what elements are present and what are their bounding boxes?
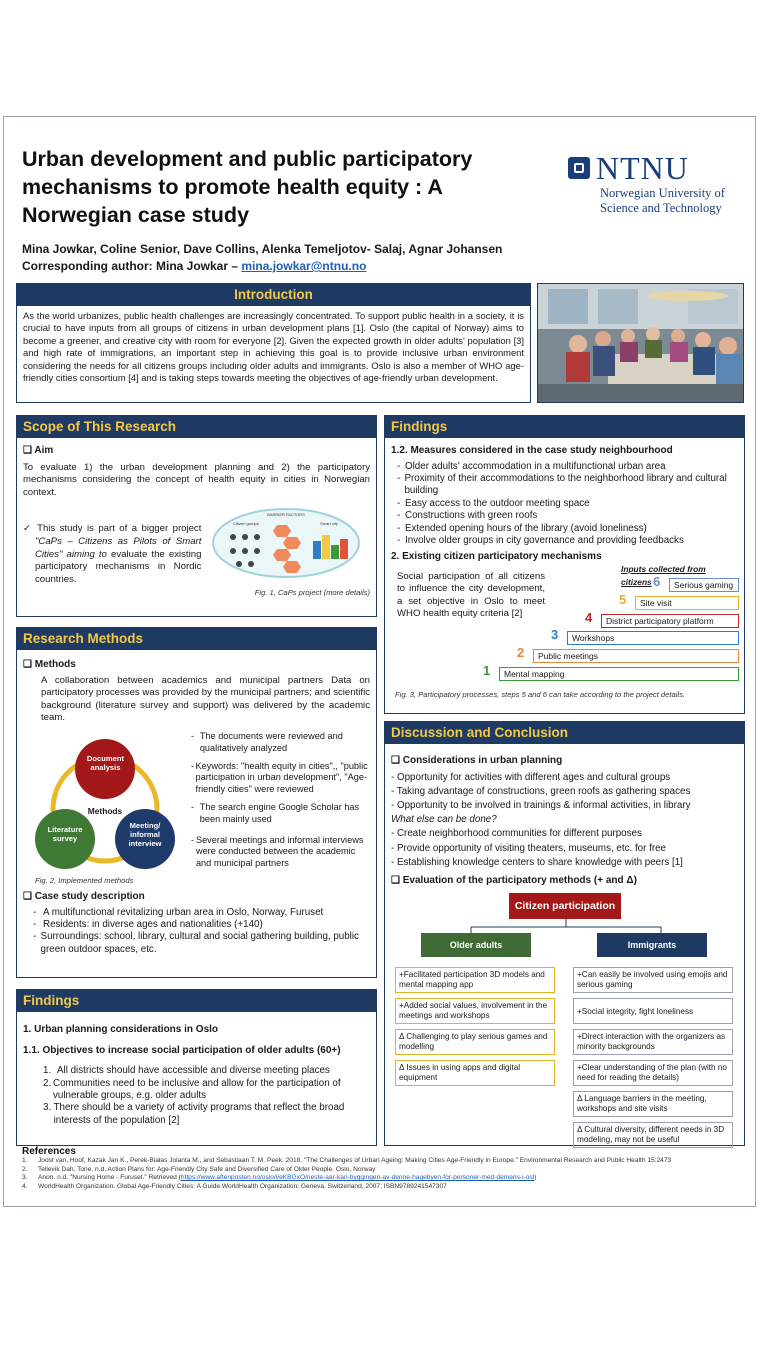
methods-label: ❑ Methods — [23, 659, 76, 670]
ntnu-logo-name: NTNU — [596, 150, 689, 186]
scope-fig-caption: Fig. 1, CaPs project (more details) — [254, 587, 370, 597]
measure-item: Older adults' accommodation in a multifunctional urban area — [405, 460, 666, 472]
aim-label: ❑ Aim — [23, 445, 54, 456]
immigrant-item: +Social integrity, fight loneliness — [573, 998, 733, 1024]
study-text-b: evaluate the existing participatory mechanisms in Nordic countries. — [35, 548, 202, 585]
scope-panel — [16, 415, 377, 617]
stairs-fig-caption: Fig. 3, Participatory processes, steps 5 and 6 can take according to the project details. — [395, 690, 685, 700]
study-text-em: "CaPs – Citizens as Pilots of Smart Cities" aiming to — [35, 535, 202, 560]
step-number: 1 — [483, 663, 491, 679]
findings-right-panel — [384, 415, 745, 714]
objectives-list: 1. All districts should have accessible and diverse meeting places 2. Communities need to be inclusive and allow for the participation of vulnerable groups, e.g. older adults 3. There should be a variety of activity programs that reflect the broad interests of the population [2] — [23, 1065, 370, 1127]
discussion-sub1: ❑ Considerations in urban planning — [391, 755, 563, 766]
objective-item: All districts should have accessible and diverse meeting places — [57, 1065, 330, 1077]
methods-cycle-diagram — [23, 729, 183, 879]
more-item: - Establishing knowledge centers to share knowledge with peers [1] — [391, 856, 683, 868]
methods-bullet: Several meetings and informal interviews were conducted between the academic and municipal partners — [195, 834, 364, 869]
step-number: 6 — [653, 574, 661, 590]
case-item: A multifunctional revitalizing urban area in Oslo, Norway, Furuset — [43, 906, 324, 918]
measure-item: Extended opening hours of the library (avoid loneliness) — [405, 522, 647, 534]
consideration-item: - Taking advantage of constructions, green roofs as gathering spaces — [391, 785, 691, 797]
methods-figure-area — [23, 729, 370, 889]
group-photo — [537, 283, 744, 403]
methods-center-label: Methods — [87, 805, 123, 816]
doc-analysis-label: Document analysis — [86, 753, 125, 772]
corresponding-email-link[interactable]: mina.jowkar@ntnu.no — [241, 259, 367, 273]
social-participation-text: Social participation of all citizens to influence the city development, a set objective in Oslo to meet WHO health equity criteria [2] — [397, 571, 545, 620]
author-list: Mina Jowkar, Coline Senior, Dave Collins, Alenka Temeljotov- Salaj, Agnar Johansen — [22, 242, 503, 256]
older-item: Δ Challenging to play serious games and modelling — [395, 1029, 555, 1055]
immigrant-item: +Clear understanding of the plan (with no need for reading the details) — [573, 1060, 733, 1086]
step-workshops: Workshops — [567, 631, 739, 645]
discussion-heading: Discussion and Conclusion — [385, 722, 744, 744]
older-adults-box: Older adults — [421, 933, 531, 957]
reference-item: 2. Tellevik Dah, Tone. n.d. Action Plans for: Age-Friendly City Safe and Diversified Care of Older People. Oslo, Norway — [22, 1165, 376, 1173]
findings-left-sub1: 1. Urban planning considerations in Oslo — [23, 1024, 219, 1035]
step-mental-mapping: Mental mapping — [499, 667, 739, 681]
step-district-platform: District participatory platform — [601, 614, 739, 628]
older-item: +Added social values, involvement in the meetings and workshops — [395, 998, 555, 1024]
meeting-label: Meeting/ informal interview — [128, 820, 162, 848]
findings-left-panel — [16, 989, 377, 1146]
methods-text: A collaboration between academics and municipal partners Data on participatory processes was provided by the municipal partners; and scientific background (literature survey and support) was delivered by the academic team. — [41, 674, 370, 724]
reference-item: 1. Joost van, Hoof, Kazak Jan K., Perek-Białas Jolanta M., and Sebastiaan T. M. Peek. 2018. "The Challenges of Urban Ageing: Making Cities Age-Friendly in Europe." Environmental Research and Public Health 15:2473 — [22, 1157, 672, 1165]
discussion-panel — [384, 721, 745, 1146]
methods-bullet: Keywords: "health equity in cities",, "public participation in urban development", "Age-friendly cities" were reviewed — [195, 760, 368, 795]
caps-label-barrier: BARRIER FACTORS — [267, 512, 306, 518]
step-serious-gaming: Serious gaming — [669, 578, 739, 592]
methods-panel — [16, 627, 377, 978]
immigrant-item: Δ Language barriers in the meeting, workshops and site visits — [573, 1091, 733, 1117]
discussion-sub2: ❑ Evaluation of the participatory methods (+ and Δ) — [391, 875, 637, 887]
case-item: Surroundings: school, library, cultural and social gathering building, public green outdoor spaces, etc. — [40, 931, 359, 955]
ntnu-logo-sub2: Science and Technology — [600, 201, 722, 215]
immigrants-box: Immigrants — [597, 933, 707, 957]
intro-text: As the world urbanizes, public health challenges are increasingly concentrated. To support public health in a society, it is crucial to have inputs from all groups of citizens in urban development plans [1]. Oslo (the capital of Norway) aims to become a greener, and creative city with room for everyone [2]. Given the expected growth in older adults' population [3] and high rate of immigrations, an important step in achieving this goal is to provide inclusive urban environment considering the needs for all citizens groups including older adults and immigrants. Oslo is also a member of WHO age-friendly cities consortium [4] and is taking steps towards meeting the objectives of age-friendly urban development. — [23, 310, 524, 384]
references-heading: References — [22, 1146, 76, 1157]
case-item: Residents: in diverse ages and nationalities (+140) — [43, 918, 263, 930]
step-public-meetings: Public meetings — [533, 649, 739, 663]
step-site-visit: Site visit — [635, 596, 739, 610]
more-item: - Create neighborhood communities for different purposes — [391, 828, 642, 840]
literature-label: Literature survey — [47, 824, 83, 843]
ntnu-logo-sub1: Norwegian University of — [600, 186, 725, 200]
methods-bullets: - The documents were reviewed and qualitatively analyzed - Keywords: "health equity in cities",, "public participation in urban development", "Age-friendly cities" were reviewed - The search engine Google Scholar has been mainly used - Several meetings and informal interviews were conducted between the academic and municipal partners — [191, 731, 371, 870]
methods-bullet: The search engine Google Scholar has been mainly used — [199, 801, 360, 824]
measure-item: Proximity of their accommodations to the neighborhood library and cultural building — [404, 473, 727, 497]
check-icon: ✓ — [23, 523, 33, 535]
objective-item: Communities need to be inclusive and allow for the participation of vulnerable groups, e.g. older adults — [53, 1077, 341, 1101]
study-note — [23, 507, 201, 599]
case-label: ❑ Case study description — [23, 890, 145, 902]
references — [22, 1148, 747, 1191]
study-text-a: This study is part of a bigger project — [37, 523, 202, 535]
objective-item: There should be a variety of activity programs that reflect the broad interests of the population [2] — [53, 1102, 345, 1126]
evaluation-diagram — [391, 891, 738, 1145]
ntnu-logo — [568, 152, 748, 216]
authors-block — [22, 241, 582, 275]
caps-label-citizen: Citizen groups — [233, 521, 260, 527]
step-number: 3 — [551, 627, 559, 643]
older-item: +Facilitated participation 3D models and mental mapping app — [395, 967, 555, 993]
older-item: Δ Issues in using apps and digital equipment — [395, 1060, 555, 1086]
intro-heading: Introduction — [17, 284, 530, 306]
caps-diagram — [211, 507, 361, 579]
measure-item: Easy access to the outdoor meeting space — [405, 497, 590, 509]
step-number: 2 — [517, 645, 525, 661]
what-else-question: What else can be done? — [391, 814, 497, 826]
findings-right-sub1: 1.2. Measures considered in the case study neighbourhood — [391, 445, 673, 456]
measure-item: Involve older groups in city governance and providing feedbacks — [405, 535, 684, 547]
methods-fig-caption: Fig. 2, Implemented methods — [35, 875, 134, 885]
caps-label-smart: Smart city — [320, 521, 339, 527]
methods-bullet: The documents were reviewed and qualitatively analyzed — [199, 730, 343, 753]
reference-link[interactable]: https://www.aftenposten.no/oslo/i/eKBGxO/neste-aar-kan-byggingen-av-denne-hagebyen-for-personer-med-demens-i-osl — [180, 1174, 535, 1182]
stairs-figure — [391, 564, 738, 702]
intro-panel — [16, 283, 531, 403]
findings-left-heading: Findings — [17, 990, 376, 1012]
inputs-label: Inputs collected from citizens — [621, 564, 706, 587]
consideration-item: - Opportunity for activities with different ages and cultural groups — [391, 771, 671, 783]
scope-heading: Scope of This Research — [17, 416, 376, 438]
citizen-participation-box: Citizen participation — [509, 893, 621, 919]
step-number: 5 — [619, 592, 627, 608]
aim-text: To evaluate 1) the urban development planning and 2) the participatory mechanisms considering the concept of health equity in cities in Norwegian context. — [23, 461, 370, 498]
measures-list: - Older adults' accommodation in a multifunctional urban area - Proximity of their accommodations to the neighborhood library and cultural building - Easy access to the outdoor meeting space - Constructions with green roofs - Extended opening hours of the library (avoid loneliness) - Involve older groups in city governance and providing feedbacks — [391, 461, 738, 548]
consideration-item: - Opportunity to be involved in trainings & informal activities, in library — [391, 800, 691, 811]
ntnu-logo-icon — [568, 157, 590, 179]
immigrant-item: +Can easily be involved using emojis and serious gaming — [573, 967, 733, 993]
reference-item: 3. Anon. n.d. "Nursing Home - Furuset." Retrieved (https://www.aftenposten.no/oslo/i/eKBGxO/neste-aar-kan-byggingen-av-denne-hagebyen-for-personer-med-demens-i-osl) — [22, 1174, 537, 1182]
case-list: - A multifunctional revitalizing urban area in Oslo, Norway, Furuset - Residents: in diverse ages and nationalities (+140) - Surroundings: school, library, cultural and social gathering building, public green outdoor spaces, etc. — [23, 907, 370, 957]
immigrant-item: Δ Cultural diversity, different needs in 3D modeling, may not be useful — [573, 1122, 733, 1148]
findings-left-sub2: 1.1. Objectives to increase social participation of older adults (60+) — [23, 1044, 341, 1056]
measure-item: Constructions with green roofs — [405, 510, 538, 522]
caps-figure — [211, 507, 370, 599]
corresponding-label: Corresponding author: Mina Jowkar – — [22, 259, 242, 273]
more-item: - Provide opportunity of visiting theaters, museums, etc. for free — [391, 842, 666, 854]
methods-heading: Research Methods — [17, 628, 376, 650]
immigrant-item: +Direct interaction with the organizers as minority backgrounds — [573, 1029, 733, 1055]
findings-right-heading: Findings — [385, 416, 744, 438]
step-number: 4 — [585, 610, 593, 626]
findings-right-sub2: 2. Existing citizen participatory mechanisms — [391, 551, 602, 563]
poster-title: Urban development and public participatory mechanisms to promote health equity : A Norwegian case study — [22, 147, 473, 227]
reference-item: 4. WorldHealth Organization. Global Age-Friendly Cities: A Guide.WorldHealth Organization: Geneva, Switzerland, 2007; ISBN9789241547307 — [22, 1182, 447, 1190]
considerations-list — [391, 771, 738, 870]
